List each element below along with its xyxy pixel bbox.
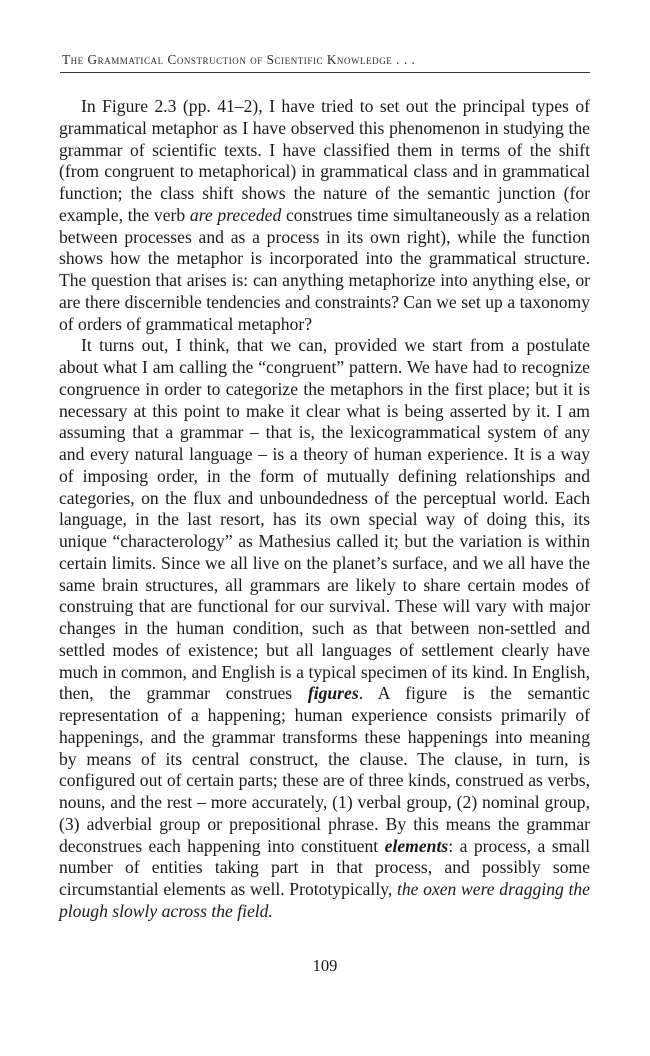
paragraph-1 xyxy=(59,96,590,335)
term-figures: figures xyxy=(307,683,359,704)
header-rule xyxy=(60,72,590,73)
paragraph-2 xyxy=(59,335,590,922)
paragraph-2-text-b: . A figure is the semantic representation of a happening; human experience consists primarily of happenings, and the grammar transforms these happenings into meaning by means of its central construct, the clause. The clause, in turn, is configured out of certain parts; these are of three kinds, construed as verbs, nouns, and the rest – more accurately, (1) verbal group, (2) nominal group, (3) adverbial group or prepositional phrase. By this means the grammar deconstrues each happening into constituent xyxy=(59,683,590,856)
paragraph-1-text-b: construes time simultaneously as a relation between processes and as a process in its own right), while the function shows how the metaphor is incorporated into the grammatical structure. The question that arises is: can anything metaphorize into anything else, or are there discernible tendencies and constraints? Can we set up a taxonomy of orders of grammatical metaphor? xyxy=(59,204,590,334)
paragraph-2-text-c: : a process, a small number of entities taking part in that process, and possibly some circumstantial elements as well. Prototypically, xyxy=(59,835,590,899)
example-sentence: the oxen were dragging the plough slowly across the field. xyxy=(59,879,590,921)
body-text xyxy=(59,96,590,923)
term-elements: elements xyxy=(384,835,449,856)
paragraph-2-text-a: It turns out, I think, that we can, provided we start from a postulate about what I am calling the “congruent” pattern. We have had to recognize congruence in order to categorize the metaphors in the first place; but it is necessary at this point to make it clear what is being asserted by it. I am assuming that a grammar – that is, the lexicogrammatical system of any and every natural language – is a theory of human experience. It is a way of imposing order, in the form of mutually defining relationships and categories, on the flux and unboundedness of the perceptual world. Each language, in the last resort, has its own special way of doing this, its unique “characterology” as Mathesius called it; but the variation is within certain limits. Since we all live on the planet’s surface, and we all have the same brain structures, all grammars are likely to share certain modes of construing that are functional for our survival. These will vary with major changes in the human condition, such as that between non-settled and settled modes of existence; but all languages of settlement clearly have much in common, and English is a typical specimen of its kind. In English, then, the grammar construes xyxy=(59,335,590,704)
page-number: 109 xyxy=(312,956,338,975)
running-head: The Grammatical Construction of Scientific Knowledge . . . xyxy=(62,52,416,67)
paragraph-1-text-a: In Figure 2.3 (pp. 41–2), I have tried to set out the principal types of grammatical metaphor as I have observed this phenomenon in studying the grammar of scientific texts. I have classified them in terms of the shift (from congruent to metaphorical) in grammatical class and in grammatical function; the class shift shows the nature of the semantic junction (for example, the verb xyxy=(59,96,590,225)
paragraph-1-italic-phrase: are preceded xyxy=(189,204,282,225)
